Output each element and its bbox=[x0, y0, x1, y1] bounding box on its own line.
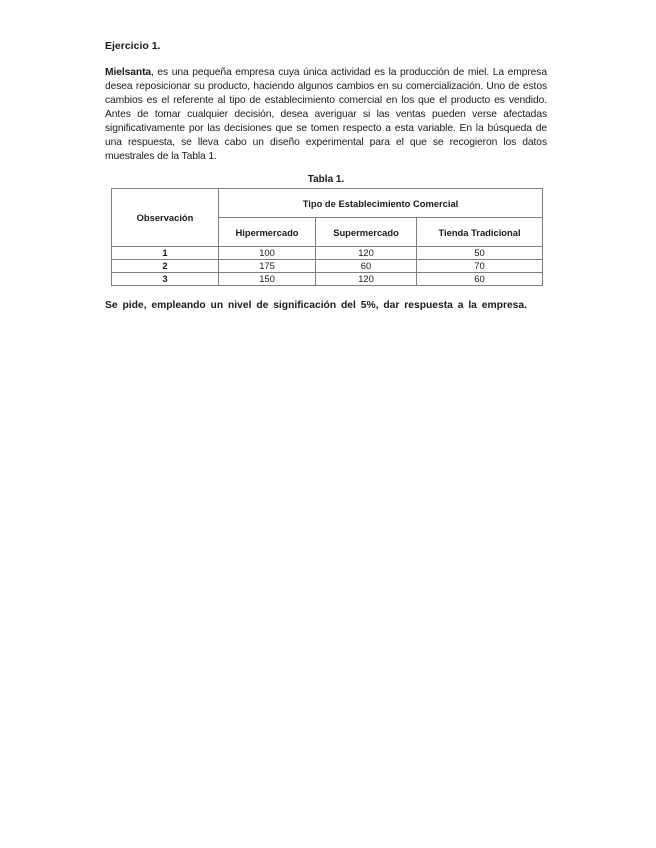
observation-cell: 1 bbox=[112, 247, 219, 260]
question-paragraph: Se pide, empleando un nivel de significación del 5%, dar respuesta a la empresa. bbox=[105, 300, 527, 311]
table-cell: 60 bbox=[316, 260, 417, 273]
table-cell: 120 bbox=[316, 247, 417, 260]
data-table bbox=[111, 188, 543, 286]
group-header: Tipo de Establecimiento Comercial bbox=[219, 189, 543, 218]
exercise-heading: Ejercicio 1. bbox=[105, 40, 161, 52]
column-header: Hipermercado bbox=[219, 218, 316, 247]
table-cell: 150 bbox=[219, 273, 316, 286]
table-row bbox=[112, 273, 543, 286]
column-header: Supermercado bbox=[316, 218, 417, 247]
table-row bbox=[112, 260, 543, 273]
intro-text: , es una pequeña empresa cuya única actividad es la producción de miel. La empresa desea reposicionar su producto, haciendo algunos cambios en su comercialización. Uno de estos cambios es el referente al tipo de establecimiento comercial en los que el producto es vendido. Antes de tomar cualquier decisión, desea averiguar si las ventas pueden verse afectadas significativamente por las decisiones que se tomen respecto a esta variable. En la búsqueda de una respuesta, se lleva cabo un diseño experimental para el que se recogieron los datos muestrales de la Tabla 1. bbox=[105, 67, 547, 162]
table-cell: 100 bbox=[219, 247, 316, 260]
row-header: Observación bbox=[112, 189, 219, 247]
table-cell: 60 bbox=[417, 273, 543, 286]
table-cell: 120 bbox=[316, 273, 417, 286]
table-row bbox=[112, 247, 543, 260]
intro-paragraph bbox=[105, 66, 547, 164]
document-page bbox=[105, 40, 547, 313]
column-header: Tienda Tradicional bbox=[417, 218, 543, 247]
table-cell: 70 bbox=[417, 260, 543, 273]
observation-cell: 3 bbox=[112, 273, 219, 286]
company-name: Mielsanta bbox=[105, 67, 152, 78]
table-caption: Tabla 1. bbox=[307, 174, 345, 185]
table-header-row bbox=[112, 189, 543, 218]
observation-cell: 2 bbox=[112, 260, 219, 273]
table-cell: 50 bbox=[417, 247, 543, 260]
table-cell: 175 bbox=[219, 260, 316, 273]
